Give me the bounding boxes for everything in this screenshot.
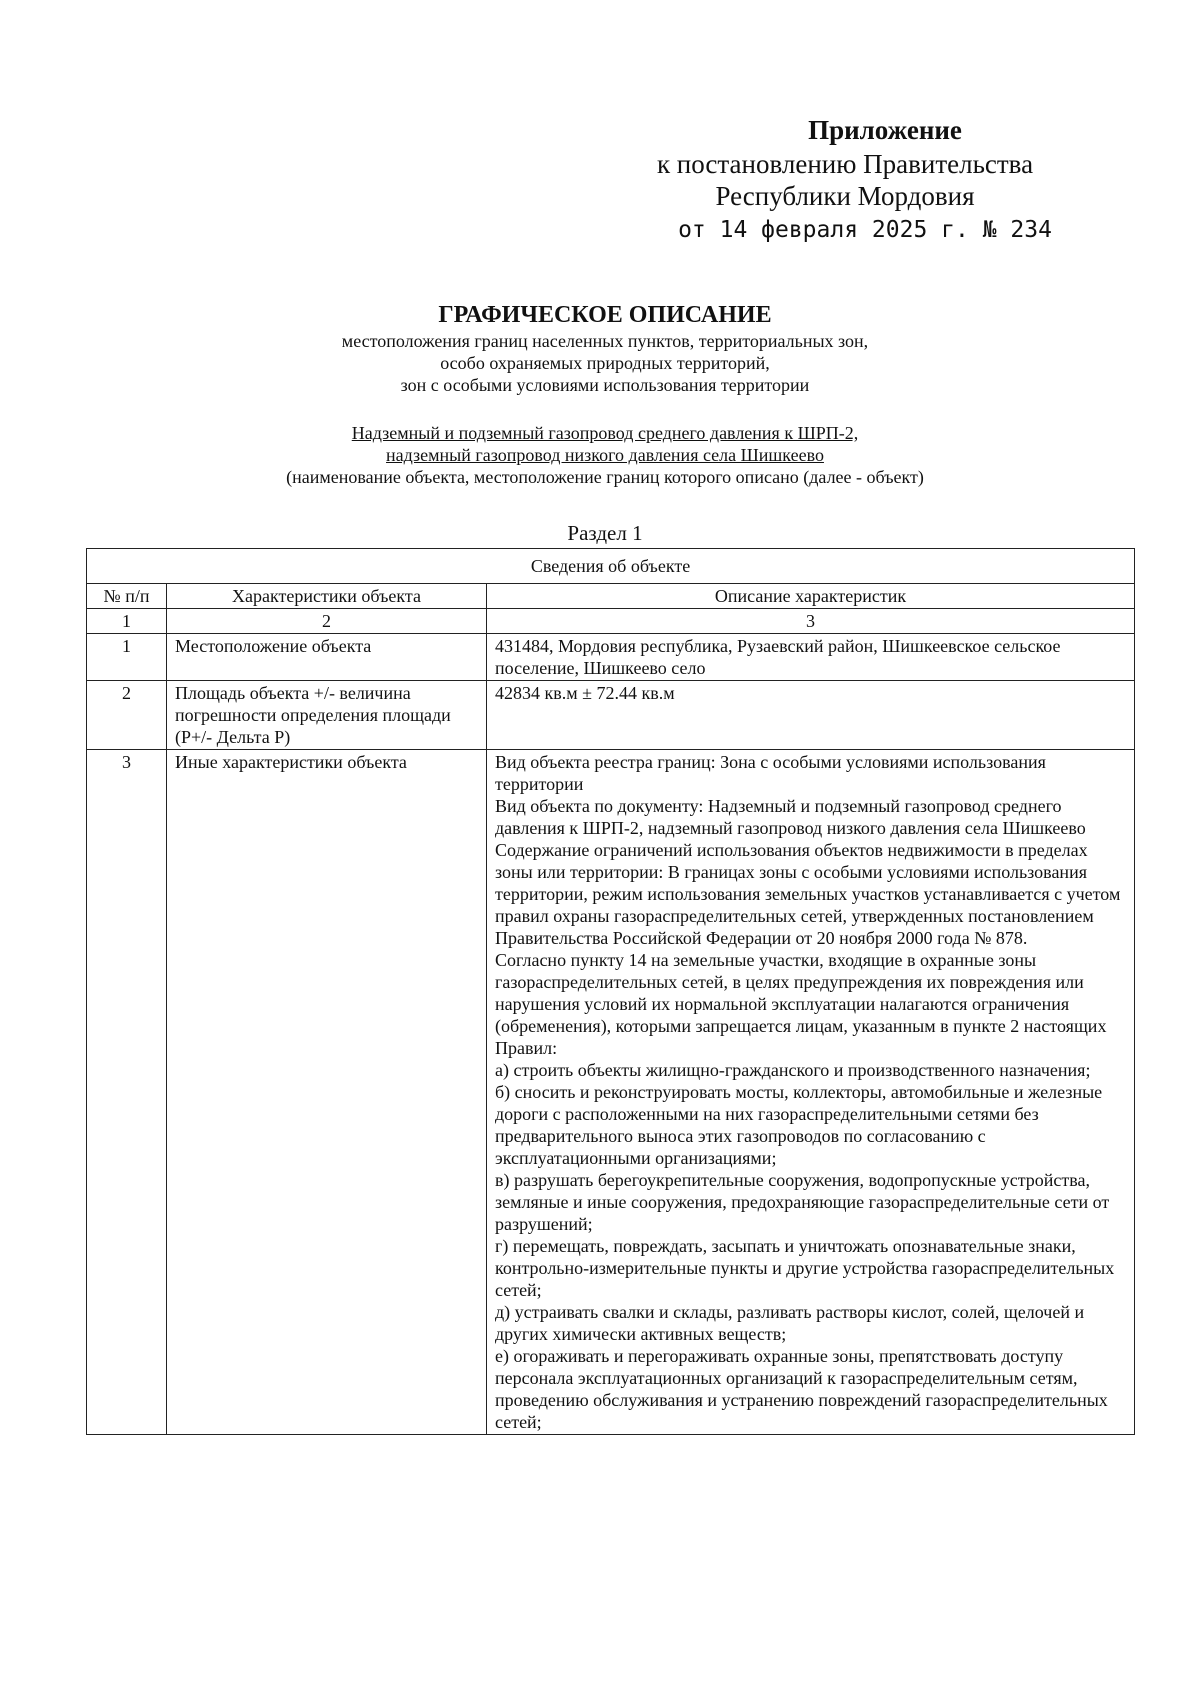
column-number-2: 2 xyxy=(167,609,487,634)
table-caption-row xyxy=(87,549,1135,584)
object-name-line-2: надземный газопровод низкого давления села Шишкеево xyxy=(386,445,824,465)
description-paragraph: 42834 кв.м ± 72.44 кв.м xyxy=(495,683,675,703)
appendix-block xyxy=(585,112,1105,248)
column-header-characteristic: Характеристики объекта xyxy=(167,584,487,609)
description-paragraph: Содержание ограничений использования объектов недвижимости в пределах зоны или территории: В границах зоны с особыми условиями использования территории, режим использования земельных участков устанавливается с учетом правил охраны газораспределительных сетей, утвержденных постановлением Правительства Российской Федерации от 20 ноября 2000 года № 878. xyxy=(495,840,1121,948)
row-description xyxy=(487,681,1135,750)
row-characteristic: Местоположение объекта xyxy=(167,634,487,681)
table-row xyxy=(87,750,1135,1435)
object-name-block xyxy=(80,422,1130,488)
section-label: Раздел 1 xyxy=(567,521,643,545)
table-header-row xyxy=(87,584,1135,609)
table-row xyxy=(87,681,1135,750)
description-paragraph: 431484, Мордовия республика, Рузаевский район, Шишкеевское сельское поселение, Шишкеево село xyxy=(495,636,1061,678)
description-paragraph: б) сносить и реконструировать мосты, коллекторы, автомобильные и железные дороги с расположенными на них газораспределительными сетями без предварительного выноса этих газопроводов по согласованию с эксплуатационными организациями; xyxy=(495,1082,1103,1168)
document-heading xyxy=(80,300,1130,396)
heading-line-1: местоположения границ населенных пунктов, территориальных зон, xyxy=(341,331,869,351)
heading-line-3: зон с особыми условиями использования территории xyxy=(400,375,810,395)
description-paragraph: г) перемещать, повреждать, засыпать и уничтожать опознавательные знаки, контрольно-измерительные пункты и другие устройства газораспределительных сетей; xyxy=(495,1236,1115,1300)
appendix-date: от 14 февраля 2025 г. № 234 xyxy=(678,217,1052,243)
appendix-title: Приложение xyxy=(808,115,962,145)
row-characteristic: Иные характеристики объекта xyxy=(167,750,487,1435)
description-paragraph: в) разрушать берегоукрепительные сооружения, водопропускные устройства, земляные и иные сооружения, предохраняющие газораспределительные сети от разрушений; xyxy=(495,1170,1110,1234)
row-number: 3 xyxy=(87,750,167,1435)
row-description xyxy=(487,634,1135,681)
row-number: 2 xyxy=(87,681,167,750)
object-name-line-1: Надземный и подземный газопровод среднего давления к ШРП-2, xyxy=(351,423,859,443)
row-characteristic: Площадь объекта +/- величина погрешности определения площади (P+/- Дельта P) xyxy=(167,681,487,750)
row-number: 1 xyxy=(87,634,167,681)
column-header-number: № п/п xyxy=(87,584,167,609)
heading-line-2: особо охраняемых природных территорий, xyxy=(440,353,770,373)
description-paragraph: Вид объекта реестра границ: Зона с особыми условиями использования территории xyxy=(495,752,1046,794)
description-paragraph: Вид объекта по документу: Надземный и подземный газопровод среднего давления к ШРП-2, надземный газопровод низкого давления села Шишкеево xyxy=(495,796,1086,838)
row-description xyxy=(487,750,1135,1435)
description-paragraph: д) устраивать свалки и склады, разливать растворы кислот, солей, щелочей и других химически активных веществ; xyxy=(495,1302,1085,1344)
object-info-table xyxy=(86,548,1135,1435)
description-paragraph: е) огораживать и перегораживать охранные зоны, препятствовать доступу персонала эксплуатационных организаций к газораспределительным сетям, проведению обслуживания и устранению повреждений газораспределительных сетей; xyxy=(495,1346,1108,1432)
column-number-3: 3 xyxy=(487,609,1135,634)
table-caption: Сведения об объекте xyxy=(87,549,1135,584)
heading-title: ГРАФИЧЕСКОЕ ОПИСАНИЕ xyxy=(438,302,772,328)
description-paragraph: Согласно пункту 14 на земельные участки, входящие в охранные зоны газораспределительных сетей, в целях предупреждения их повреждения или нарушения условий их нормальной эксплуатации налагаются ограничения (обременения), которыми запрещается лицам, указанным в пункте 2 настоящих Правил: xyxy=(495,950,1107,1058)
table-row xyxy=(87,634,1135,681)
column-header-description: Описание характеристик xyxy=(487,584,1135,609)
description-paragraph: а) строить объекты жилищно-гражданского и производственного назначения; xyxy=(495,1060,1091,1080)
appendix-line-1: к постановлению Правительства xyxy=(656,149,1034,179)
column-number-1: 1 xyxy=(87,609,167,634)
object-name-note: (наименование объекта, местоположение границ которого описано (далее - объект) xyxy=(286,467,924,487)
table-column-numbers-row xyxy=(87,609,1135,634)
appendix-line-2: Республики Мордовия xyxy=(715,181,975,211)
